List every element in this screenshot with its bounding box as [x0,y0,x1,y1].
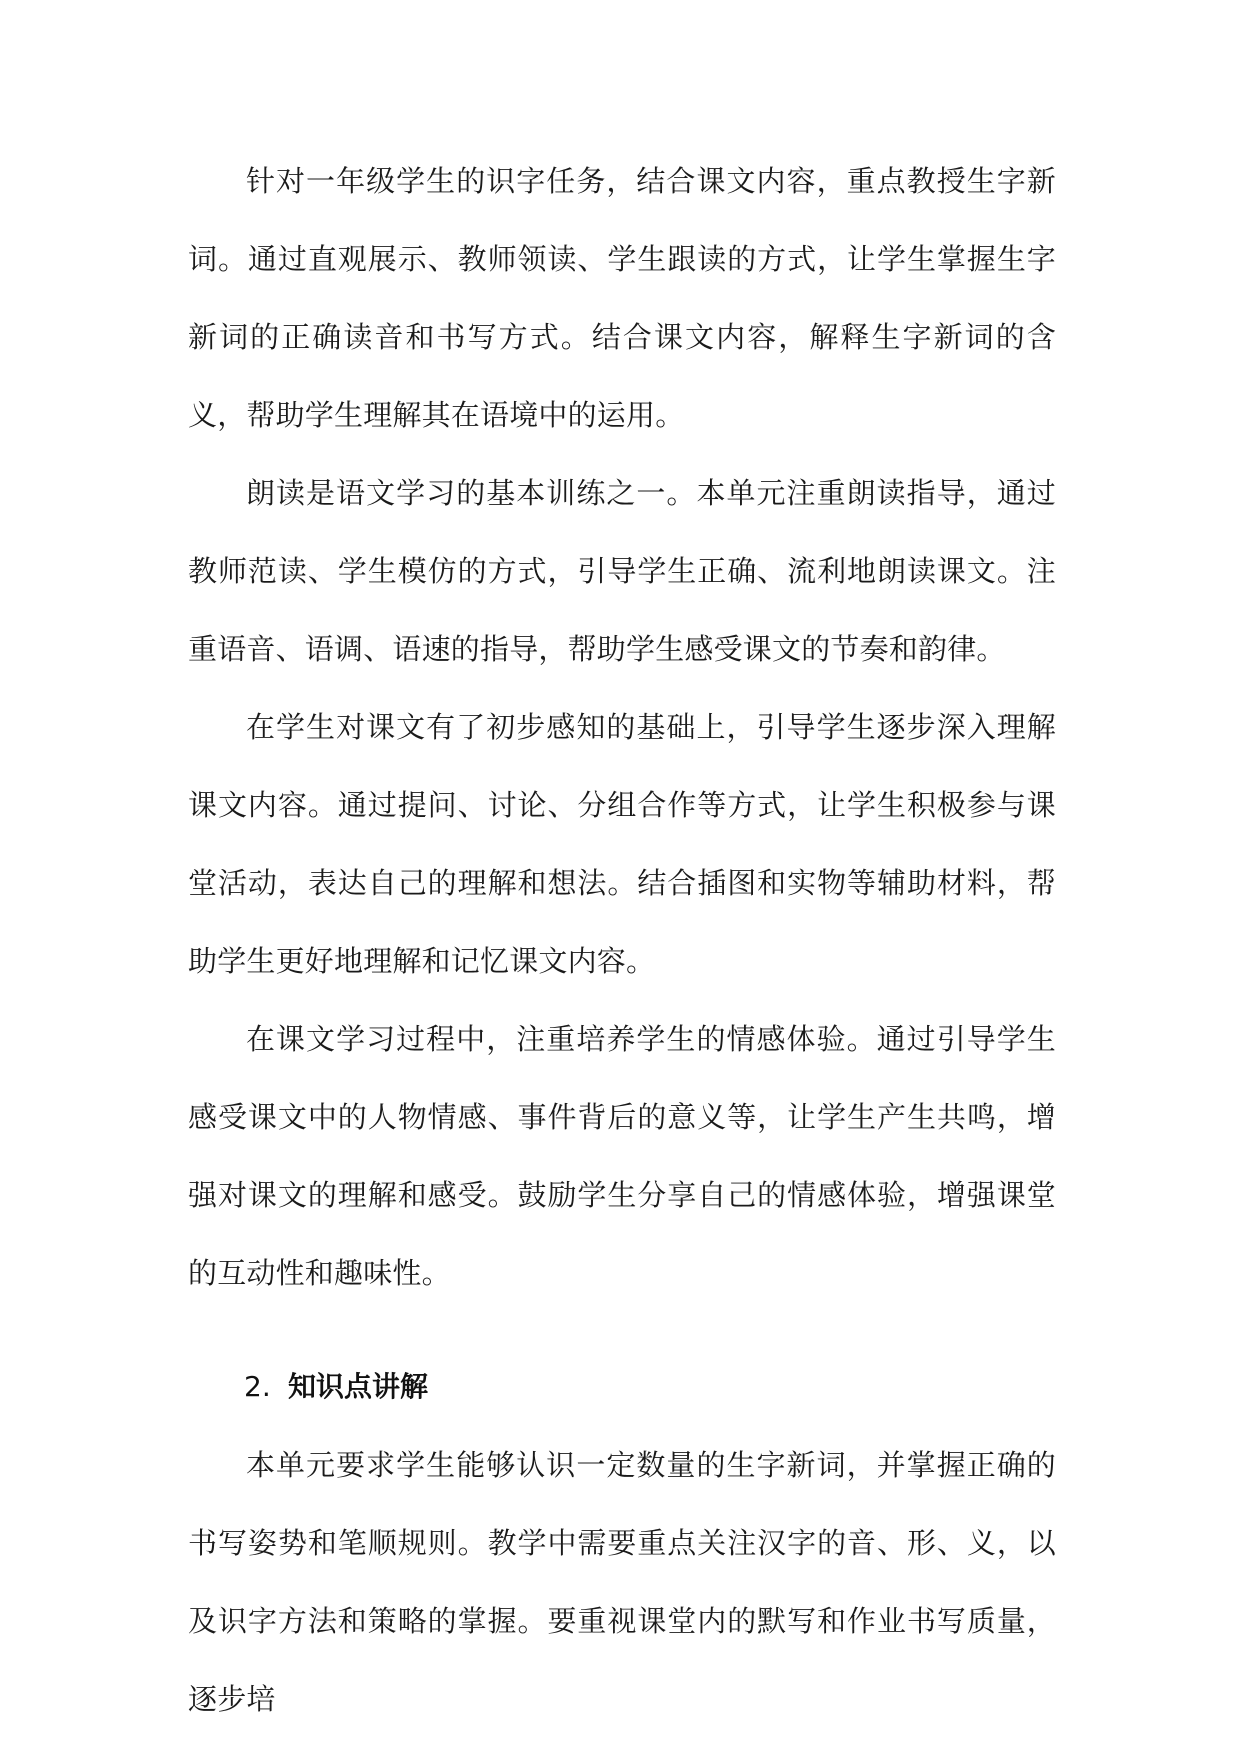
paragraph-comprehension: 在学生对课文有了初步感知的基础上，引导学生逐步深入理解课文内容。通过提问、讨论、分组合作等方式，让学生积极参与课堂活动，表达自己的理解和想法。结合插图和实物等辅助材料，帮助学生更好地理解和记忆课文内容。 [188,710,1056,978]
document-body [188,142,1056,1738]
paragraph-literacy: 针对一年级学生的识字任务，结合课文内容，重点教授生字新词。通过直观展示、教师领读、学生跟读的方式，让学生掌握生字新词的正确读音和书写方式。结合课文内容，解释生字新词的含义，帮助学生理解其在语境中的运用。 [188,164,1056,432]
section-number: 2. [244,1370,271,1403]
paragraph-reading-aloud: 朗读是语文学习的基本训练之一。本单元注重朗读指导，通过教师范读、学生模仿的方式，引导学生正确、流利地朗读课文。注重语音、语调、语速的指导，帮助学生感受课文的节奏和韵律。 [188,476,1056,666]
paragraph-emotional-experience: 在课文学习过程中，注重培养学生的情感体验。通过引导学生感受课文中的人物情感、事件背后的意义等，让学生产生共鸣，增强对课文的理解和感受。鼓励学生分享自己的情感体验，增强课堂的互动性和趣味性。 [188,1022,1056,1290]
section-heading [188,1348,1056,1426]
section-title: 知识点讲解 [288,1370,429,1403]
paragraph-knowledge-points: 本单元要求学生能够认识一定数量的生字新词，并掌握正确的书写姿势和笔顺规则。教学中需要重点关注汉字的音、形、义，以及识字方法和策略的掌握。要重视课堂内的默写和作业书写质量，逐步培 [188,1448,1056,1716]
